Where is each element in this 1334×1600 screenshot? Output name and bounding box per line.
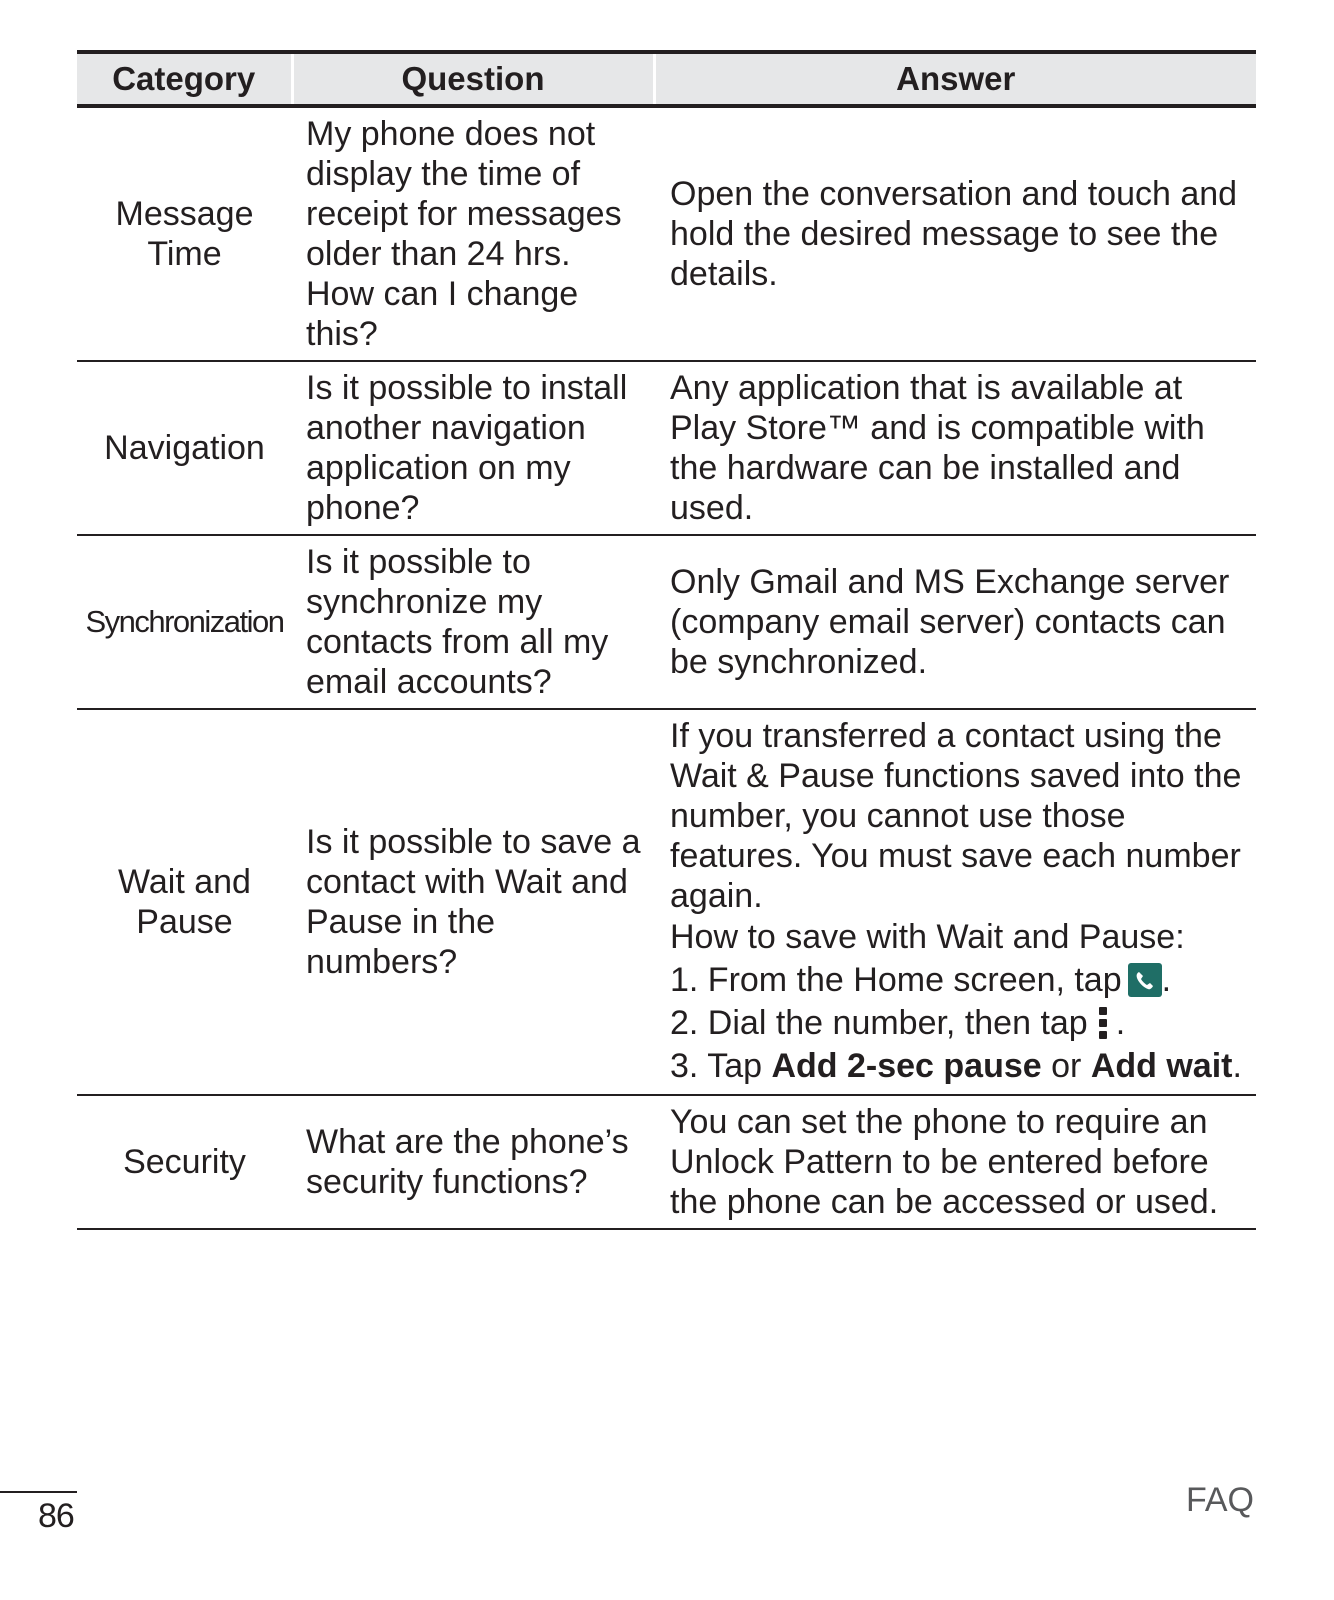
section-name: FAQ <box>1185 1481 1254 1519</box>
category-cell: Navigation <box>77 361 292 535</box>
answer-cell: Any application that is available at Play Store™ and is compatible with the hardware can be installed and used. <box>654 361 1256 535</box>
page-number: 86 <box>38 1497 74 1535</box>
more-options-icon <box>1098 1006 1108 1040</box>
answer-cell: Only Gmail and MS Exchange server (company email server) contacts can be synchronized. <box>654 535 1256 709</box>
category-cell: Message Time <box>77 106 292 361</box>
category-cell: Security <box>77 1095 292 1229</box>
question-cell: Is it possible to synchronize my contacts from all my email accounts? <box>292 535 654 709</box>
header-question: Question <box>292 52 654 106</box>
step-1: 1. From the Home screen, tap . <box>670 961 1172 999</box>
question-cell: My phone does not display the time of receipt for messages older than 24 hrs. How can I change this? <box>292 106 654 361</box>
faq-table <box>77 50 1256 1230</box>
header-category: Category <box>77 52 292 106</box>
header-answer: Answer <box>654 52 1256 106</box>
table-row <box>77 361 1256 535</box>
table-row <box>77 106 1256 361</box>
phone-app-icon <box>1128 963 1162 997</box>
step-3: 3. Tap Add 2-sec pause or Add wait. <box>670 1047 1242 1085</box>
footer-rule <box>0 1491 77 1493</box>
answer-cell: Open the conversation and touch and hold the desired message to see the details. <box>654 106 1256 361</box>
answer-cell: You can set the phone to require an Unlock Pattern to be entered before the phone can be accessed or used. <box>654 1095 1256 1229</box>
table-row <box>77 709 1256 1095</box>
answer-cell <box>654 709 1256 1095</box>
table-row <box>77 535 1256 709</box>
table-row <box>77 1095 1256 1229</box>
category-cell: Wait and Pause <box>77 709 292 1095</box>
step-2: 2. Dial the number, then tap . <box>670 1004 1126 1042</box>
question-cell: What are the phone’s security functions? <box>292 1095 654 1229</box>
question-cell: Is it possible to save a contact with Wait and Pause in the numbers? <box>292 709 654 1095</box>
header-row <box>77 52 1256 106</box>
question-cell: Is it possible to install another navigation application on my phone? <box>292 361 654 535</box>
answer-intro: If you transferred a contact using the Wait & Pause functions saved into the number, you cannot use those features. You must save each number again. <box>670 717 1242 915</box>
category-cell: Synchronization <box>77 535 292 709</box>
answer-howto: How to save with Wait and Pause: <box>670 918 1185 956</box>
